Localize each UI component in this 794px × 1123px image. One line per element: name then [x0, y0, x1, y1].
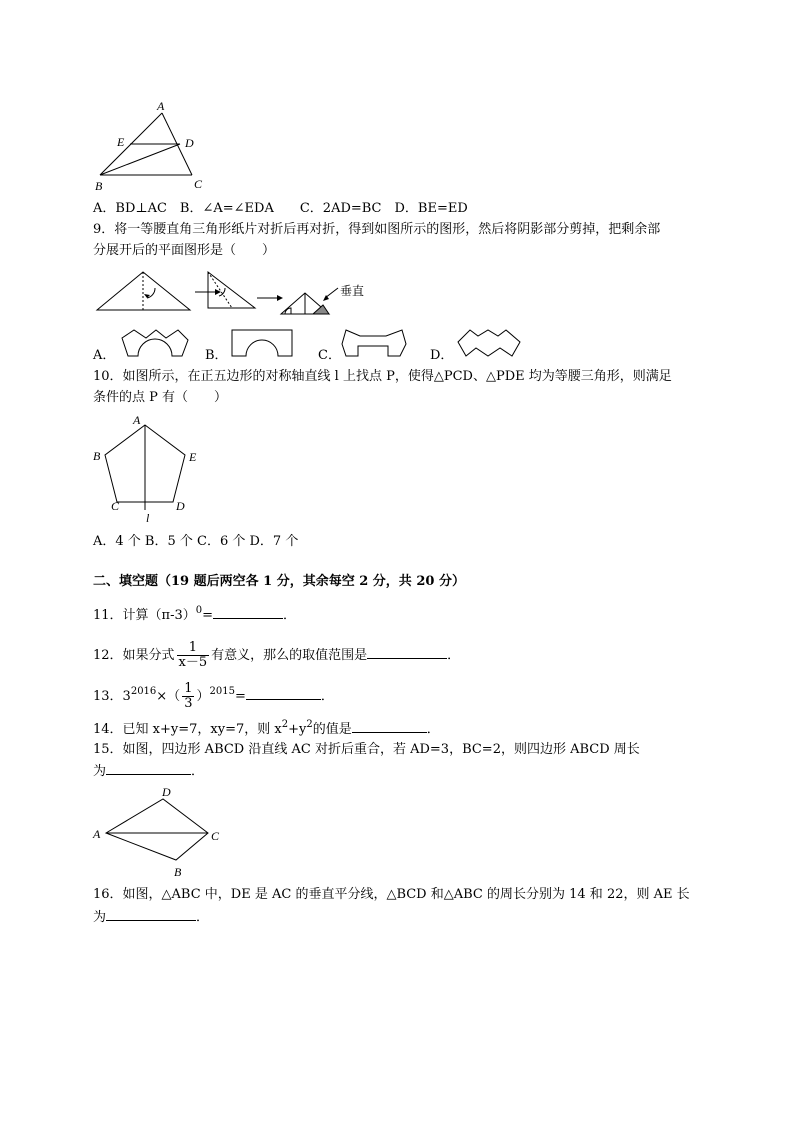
q10-pentagon-figure: [90, 412, 220, 527]
q16-line2: 为 ．: [93, 910, 210, 925]
q9-shape-c: [340, 328, 408, 360]
label-d: D: [162, 785, 171, 799]
q9-line2: 分展开后的平面图形是（ ）: [93, 243, 276, 258]
q9-arrow-label: 垂直: [340, 284, 365, 298]
q11: 11．计算$(\pi-3)^0=$ ．: [93, 605, 297, 623]
q9-option-a[interactable]: A．: [93, 348, 116, 363]
q15-line1: 15．如图，四边形 ABCD 沿直线 AC 对折后重合，若 AD=3，BC=2，则四边形 ABCD 周长: [93, 742, 640, 757]
label-a: A: [93, 827, 101, 841]
label-a: A: [157, 99, 165, 113]
label-e: E: [189, 450, 197, 464]
q9-option-c[interactable]: C．: [318, 348, 341, 363]
q16-answer-blank[interactable]: [106, 908, 196, 921]
q15-answer-blank[interactable]: [106, 762, 191, 775]
q15-kite-figure: [90, 782, 230, 879]
q10-line2: 条件的点 P 有（ ）: [93, 390, 228, 405]
q9-option-b[interactable]: B．: [205, 348, 228, 363]
q13-answer-blank[interactable]: [246, 687, 321, 700]
label-a: A: [133, 413, 141, 427]
q13: 13．$3^{2016}\times$（ $\frac{1}{3}$ ）$^{2015}$= ．: [93, 681, 334, 711]
q11-answer-blank[interactable]: [213, 606, 283, 619]
label-d: D: [185, 136, 194, 150]
q9-line1: 9．将一等腰直角三角形纸片对折后再对折，得到如图所示的图形，然后将阴影部分剪掉，把剩余部: [93, 222, 661, 237]
label-b: B: [174, 865, 182, 879]
q8-triangle-figure: [90, 100, 220, 195]
label-l: l: [146, 511, 150, 525]
q16-line1: 16．如图，△ABC 中，DE 是 AC 的垂直平分线，△BCD 和△ABC 的周长分别为 14 和 22，则 AE 长: [93, 887, 690, 902]
label-b: B: [95, 179, 103, 193]
q9-option-d[interactable]: D．: [430, 348, 454, 363]
q9-shape-b: [230, 328, 295, 360]
label-e: E: [117, 135, 125, 149]
segment-bd: [100, 144, 180, 175]
q10-line1: 10．如图所示，在正五边形的对称轴直线 l 上找点 P，使得△PCD、△PDE 均为等腰三角形，则满足: [93, 369, 672, 384]
label-c: C: [111, 499, 120, 513]
q10-options: A．4 个 B．5 个 C．6 个 D．7 个: [93, 534, 299, 549]
q15-line2: 为 ．: [93, 764, 205, 779]
label-c: C: [194, 177, 203, 191]
label-b: B: [93, 449, 101, 463]
q13-fraction: $\frac{1}{3}$: [184, 681, 193, 711]
q12: 12．如果分式 $\frac{1}{x-5}$ 有意义，那么的取值范围是 ．: [93, 640, 461, 670]
q8-options: A．BD⊥AC B．∠A=∠EDA C．2AD=BC D．BE=ED: [93, 201, 468, 216]
label-d: D: [176, 499, 185, 513]
q14: 14．已知 x+y=7，xy=7，则 $x^2+y^2$的值是 ．: [93, 719, 440, 737]
q9-shape-a: [120, 328, 190, 360]
q9-shape-d: [456, 328, 522, 360]
q12-fraction: $\frac{1}{x-5}$: [178, 640, 208, 670]
label-c: C: [211, 829, 220, 843]
q12-answer-blank[interactable]: [367, 646, 447, 659]
q14-answer-blank[interactable]: [352, 720, 427, 733]
section2-title: 二、填空题（19 题后两空各 1 分，其余每空 2 分，共 20 分）: [93, 574, 465, 589]
